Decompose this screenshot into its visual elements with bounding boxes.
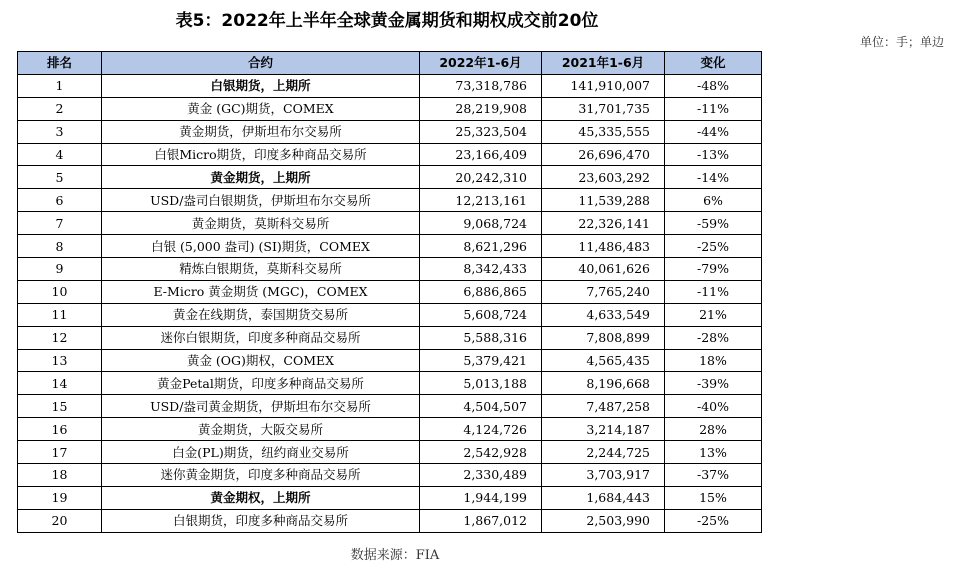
cell-2021: 7,808,899 [542, 326, 665, 349]
cell-rank: 18 [18, 464, 102, 487]
cell-change: -11% [665, 97, 762, 120]
cell-2022: 12,213,161 [420, 189, 542, 212]
cell-2021: 23,603,292 [542, 166, 665, 189]
cell-2022: 2,542,928 [420, 441, 542, 464]
cell-change: -25% [665, 509, 762, 532]
cell-contract: 白银期货，上期所 [102, 74, 420, 97]
cell-2022: 5,588,316 [420, 326, 542, 349]
cell-contract: 白银 (5,000 盎司) (SI)期货，COMEX [102, 235, 420, 258]
cell-2022: 5,608,724 [420, 303, 542, 326]
table-row [18, 74, 762, 97]
table-row [18, 349, 762, 372]
cell-change: 21% [665, 303, 762, 326]
table-row [18, 418, 762, 441]
cell-change: -59% [665, 212, 762, 235]
table-row [18, 258, 762, 281]
cell-2021: 2,503,990 [542, 509, 665, 532]
header-change: 变化 [665, 52, 762, 75]
table-row [18, 326, 762, 349]
cell-2022: 5,379,421 [420, 349, 542, 372]
cell-2021: 3,214,187 [542, 418, 665, 441]
cell-2022: 8,342,433 [420, 258, 542, 281]
cell-change: -44% [665, 120, 762, 143]
cell-change: 18% [665, 349, 762, 372]
cell-rank: 20 [18, 509, 102, 532]
cell-2022: 20,242,310 [420, 166, 542, 189]
cell-change: -40% [665, 395, 762, 418]
cell-2021: 4,565,435 [542, 349, 665, 372]
table-row [18, 395, 762, 418]
cell-2022: 2,330,489 [420, 464, 542, 487]
table-row [18, 143, 762, 166]
cell-rank: 6 [18, 189, 102, 212]
cell-rank: 15 [18, 395, 102, 418]
cell-change: -14% [665, 166, 762, 189]
cell-change: -13% [665, 143, 762, 166]
header-rank: 排名 [18, 52, 102, 75]
cell-2021: 1,684,443 [542, 486, 665, 509]
cell-2021: 4,633,549 [542, 303, 665, 326]
table-row [18, 303, 762, 326]
cell-2021: 7,487,258 [542, 395, 665, 418]
cell-2021: 2,244,725 [542, 441, 665, 464]
cell-change: 6% [665, 189, 762, 212]
cell-2022: 1,944,199 [420, 486, 542, 509]
cell-rank: 17 [18, 441, 102, 464]
cell-contract: 黄金 (GC)期货，COMEX [102, 97, 420, 120]
cell-rank: 2 [18, 97, 102, 120]
cell-2022: 28,219,908 [420, 97, 542, 120]
cell-change: -37% [665, 464, 762, 487]
header-contract: 合约 [102, 52, 420, 75]
cell-rank: 7 [18, 212, 102, 235]
table-row [18, 372, 762, 395]
cell-rank: 14 [18, 372, 102, 395]
cell-2021: 11,539,288 [542, 189, 665, 212]
cell-rank: 16 [18, 418, 102, 441]
cell-change: -39% [665, 372, 762, 395]
cell-change: -11% [665, 280, 762, 303]
cell-contract: 黄金期货，莫斯科交易所 [102, 212, 420, 235]
cell-2022: 73,318,786 [420, 74, 542, 97]
cell-change: -79% [665, 258, 762, 281]
cell-contract: 黄金期货，大阪交易所 [102, 418, 420, 441]
table-body [18, 74, 762, 532]
cell-contract: 白银Micro期货，印度多种商品交易所 [102, 143, 420, 166]
cell-contract: 迷你黄金期货，印度多种商品交易所 [102, 464, 420, 487]
cell-contract: E-Micro 黄金期货 (MGC)，COMEX [102, 280, 420, 303]
cell-contract: 黄金Petal期货，印度多种商品交易所 [102, 372, 420, 395]
cell-rank: 11 [18, 303, 102, 326]
cell-2022: 4,124,726 [420, 418, 542, 441]
cell-rank: 12 [18, 326, 102, 349]
cell-contract: 黄金期权，上期所 [102, 486, 420, 509]
table-row [18, 97, 762, 120]
cell-rank: 9 [18, 258, 102, 281]
cell-rank: 3 [18, 120, 102, 143]
table-row [18, 486, 762, 509]
cell-rank: 8 [18, 235, 102, 258]
table-row [18, 441, 762, 464]
table-row [18, 235, 762, 258]
cell-contract: USD/盎司白银期货，伊斯坦布尔交易所 [102, 189, 420, 212]
cell-contract: 迷你白银期货，印度多种商品交易所 [102, 326, 420, 349]
cell-rank: 10 [18, 280, 102, 303]
cell-2021: 7,765,240 [542, 280, 665, 303]
table-row [18, 212, 762, 235]
cell-2021: 45,335,555 [542, 120, 665, 143]
cell-change: 15% [665, 486, 762, 509]
cell-change: 13% [665, 441, 762, 464]
cell-2022: 5,013,188 [420, 372, 542, 395]
cell-contract: 黄金在线期货，泰国期货交易所 [102, 303, 420, 326]
unit-note: 单位：手；单边 [859, 35, 944, 49]
cell-change: -25% [665, 235, 762, 258]
cell-2022: 1,867,012 [420, 509, 542, 532]
cell-rank: 19 [18, 486, 102, 509]
cell-contract: 白金(PL)期货，纽约商业交易所 [102, 441, 420, 464]
cell-contract: 黄金期货，上期所 [102, 166, 420, 189]
cell-2022: 23,166,409 [420, 143, 542, 166]
source-note: 数据来源：FIA [350, 548, 440, 563]
cell-2022: 6,886,865 [420, 280, 542, 303]
table-row [18, 509, 762, 532]
cell-rank: 4 [18, 143, 102, 166]
cell-contract: USD/盎司黄金期货，伊斯坦布尔交易所 [102, 395, 420, 418]
cell-2021: 26,696,470 [542, 143, 665, 166]
cell-2021: 141,910,007 [542, 74, 665, 97]
cell-contract: 白银期货，印度多种商品交易所 [102, 509, 420, 532]
table-header-row [18, 52, 762, 75]
cell-2022: 25,323,504 [420, 120, 542, 143]
cell-rank: 1 [18, 74, 102, 97]
table-row [18, 166, 762, 189]
ranking-table [17, 51, 762, 533]
header-2021: 2021年1-6月 [542, 52, 665, 75]
cell-2021: 8,196,668 [542, 372, 665, 395]
cell-change: -48% [665, 74, 762, 97]
cell-2021: 22,326,141 [542, 212, 665, 235]
cell-change: 28% [665, 418, 762, 441]
table-row [18, 464, 762, 487]
table-row [18, 280, 762, 303]
cell-2022: 4,504,507 [420, 395, 542, 418]
cell-rank: 13 [18, 349, 102, 372]
cell-2021: 40,061,626 [542, 258, 665, 281]
cell-change: -28% [665, 326, 762, 349]
cell-contract: 精炼白银期货，莫斯科交易所 [102, 258, 420, 281]
table-row [18, 189, 762, 212]
cell-2022: 9,068,724 [420, 212, 542, 235]
cell-contract: 黄金 (OG)期权，COMEX [102, 349, 420, 372]
cell-2021: 31,701,735 [542, 97, 665, 120]
cell-rank: 5 [18, 166, 102, 189]
cell-2022: 8,621,296 [420, 235, 542, 258]
table-title: 表5：2022年上半年全球黄金属期货和期权成交前20位 [175, 11, 599, 31]
cell-2021: 11,486,483 [542, 235, 665, 258]
header-2022: 2022年1-6月 [420, 52, 542, 75]
cell-2021: 3,703,917 [542, 464, 665, 487]
table-row [18, 120, 762, 143]
cell-contract: 黄金期货，伊斯坦布尔交易所 [102, 120, 420, 143]
